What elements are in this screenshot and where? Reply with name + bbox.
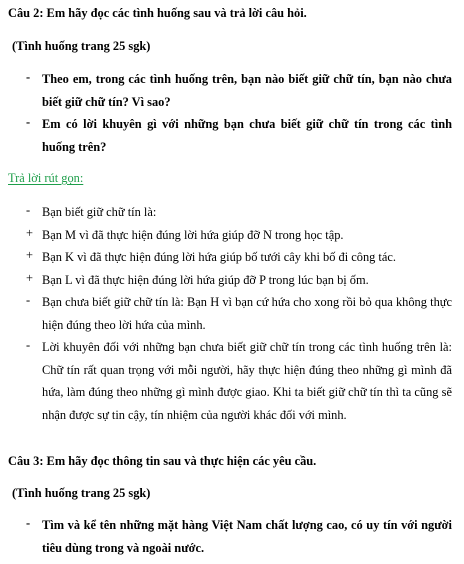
list-marker: + xyxy=(26,226,33,240)
answer-item xyxy=(26,336,452,426)
question-2-item xyxy=(26,113,452,158)
list-marker: - xyxy=(26,115,31,129)
answer-item xyxy=(26,291,452,336)
question-text: Theo em, trong các tình huống trên, bạn nào biết giữ chữ tín, bạn nào chưa biết giữ chữ tín? Vì sao? xyxy=(42,72,452,109)
answer-text: Bạn chưa biết giữ chữ tín là: Bạn H vì bạn cứ hứa cho xong rồi bỏ qua không thực hiện đúng theo lời hứa của mình. xyxy=(42,295,452,332)
answer-text: Lời khuyên đối với những bạn chưa biết giữ chữ tín trong các tình huống trên là: Chữ tín rất quan trọng với mỗi người, hãy thực hiện đúng theo những gì mình đã hứa, làm đúng theo những gì mình được giao. Khi ta biết giữ chữ tín thì ta cũng sẽ nhận được sự tin cậy, tín nhiệm của người khác đối với mình. xyxy=(42,340,452,422)
list-marker: - xyxy=(26,516,31,530)
question-3-heading: Câu 3: Em hãy đọc thông tin sau và thực hiện các yêu cầu. xyxy=(8,454,317,468)
question-2-source: (Tình huống trang 25 sgk) xyxy=(12,39,151,53)
list-marker: - xyxy=(26,293,31,307)
list-marker: - xyxy=(26,70,31,84)
answer-item xyxy=(26,269,452,292)
answer-item xyxy=(26,224,452,247)
answer-label: Trả lời rút gọn: xyxy=(8,171,84,185)
list-marker: + xyxy=(26,248,33,262)
answer-text: Bạn K vì đã thực hiện đúng lời hứa giúp bố tưới cây khi bố đi công tác. xyxy=(42,250,396,264)
question-2-heading: Câu 2: Em hãy đọc các tình huống sau và trả lời câu hỏi. xyxy=(8,6,307,20)
question-3-item xyxy=(26,514,452,559)
answer-text: Bạn biết giữ chữ tín là: xyxy=(42,205,157,219)
list-marker: - xyxy=(26,203,31,217)
question-text: Tìm và kể tên những mặt hàng Việt Nam chất lượng cao, có uy tín với người tiêu dùng trong và ngoài nước. xyxy=(42,518,452,555)
answer-text: Bạn M vì đã thực hiện đúng lời hứa giúp đỡ N trong học tập. xyxy=(42,228,344,242)
answer-item xyxy=(26,201,452,224)
list-marker: - xyxy=(26,338,31,352)
question-text: Em có lời khuyên gì với những bạn chưa biết giữ chữ tín trong các tình huống trên? xyxy=(42,117,452,154)
question-2-item xyxy=(26,68,452,113)
answer-text: Bạn L vì đã thực hiện đúng lời hứa giúp đỡ P trong lúc bạn bị ốm. xyxy=(42,273,369,287)
answer-item xyxy=(26,246,452,269)
list-marker: + xyxy=(26,271,33,285)
question-3-source: (Tình huống trang 25 sgk) xyxy=(12,486,151,500)
